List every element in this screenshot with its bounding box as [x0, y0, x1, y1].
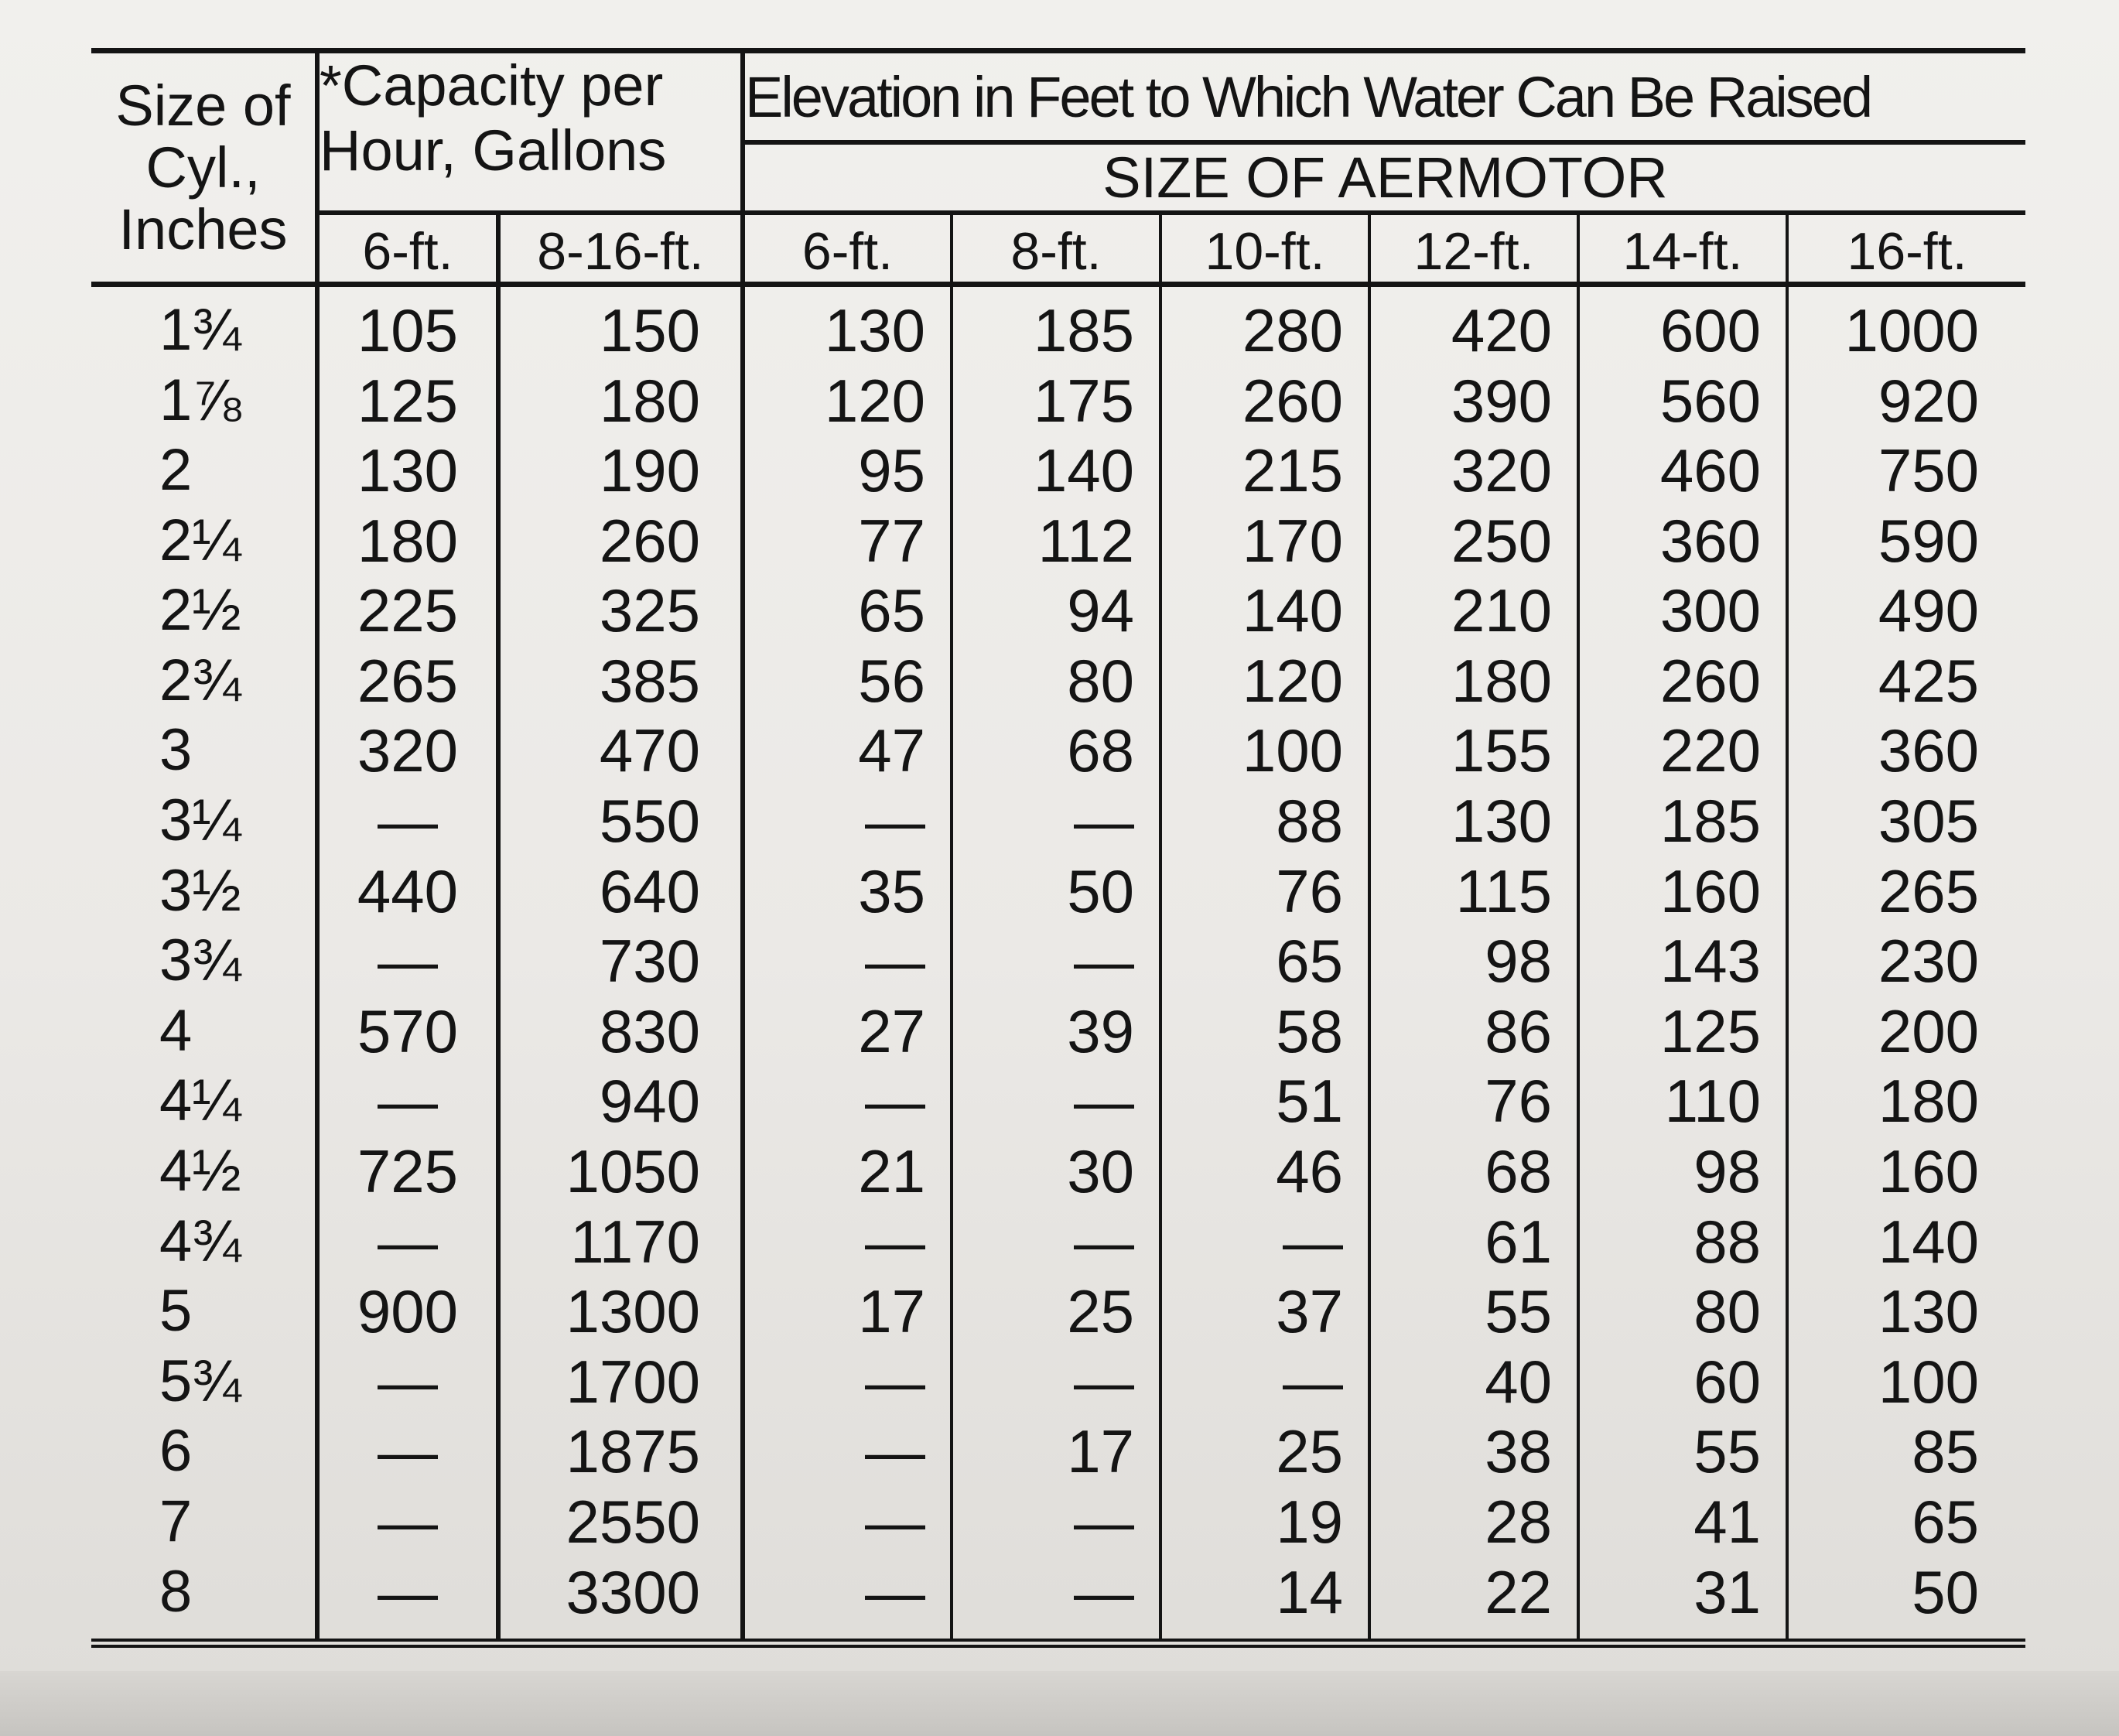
cylinder-size-cell: 2	[91, 436, 317, 506]
capacity-6ft-cell: 265	[317, 646, 498, 716]
elevation-16ft-cell: 50	[1912, 1558, 1980, 1627]
table-row	[91, 1206, 2025, 1276]
elevation-10ft-cell: 65	[1160, 926, 1369, 996]
elevation-14ft-cell: 185	[1578, 786, 1787, 856]
cylinder-size-cell: 3¼	[91, 786, 317, 856]
elevation-6ft-cell: 35	[743, 856, 952, 926]
capacity-6ft-cell: —	[317, 1487, 498, 1557]
elevation-16ft-cell: 590	[1878, 506, 1980, 575]
elevation-16ft-cell: 265	[1878, 856, 1980, 925]
capacity-6ft-cell: 105	[317, 285, 498, 366]
cylinder-size-header: Size of Cyl., Inches	[91, 51, 317, 285]
elevation-12ft-cell: 210	[1369, 576, 1578, 646]
capacity-6ft-cell: 570	[317, 996, 498, 1067]
elevation-16ft-cell: 360	[1878, 716, 1980, 785]
cylinder-size-cell: 1⅞	[91, 365, 317, 436]
cylinder-size-cell: 1¾	[91, 285, 317, 366]
elevation-10ft-cell: 19	[1160, 1487, 1369, 1557]
elevation-6ft-cell: —	[743, 1416, 952, 1487]
elevation-8ft-cell: 112	[952, 505, 1160, 576]
table-row	[91, 1416, 2025, 1487]
header-row-3	[91, 213, 2025, 285]
aermotor-subheader: 8-ft.	[952, 213, 1160, 285]
elevation-6ft-cell: 56	[743, 646, 952, 716]
elevation-16ft-cell: 140	[1878, 1207, 1980, 1276]
elevation-6ft-cell: 77	[743, 505, 952, 576]
elevation-16ft-cell: 180	[1878, 1067, 1980, 1136]
elevation-8ft-cell: —	[952, 1206, 1160, 1276]
capacity-8-16ft-cell: 1300	[498, 1276, 743, 1347]
capacity-8-16ft-cell: 1170	[498, 1206, 743, 1276]
capacity-6ft-cell: 180	[317, 505, 498, 576]
elevation-6ft-cell: —	[743, 1557, 952, 1643]
elevation-12ft-cell: 22	[1369, 1557, 1578, 1643]
elevation-10ft-cell: 260	[1160, 365, 1369, 436]
elevation-8ft-cell: 30	[952, 1136, 1160, 1207]
table-row	[91, 365, 2025, 436]
aermotor-subheader: 12-ft.	[1369, 213, 1578, 285]
capacity-8-16ft-cell: 325	[498, 576, 743, 646]
elevation-10ft-cell: 100	[1160, 716, 1369, 786]
capacity-8-16ft-cell: 3300	[498, 1557, 743, 1643]
elevation-12ft-cell: 130	[1369, 786, 1578, 856]
cylinder-size-cell: 7	[91, 1487, 317, 1557]
header-row-1	[91, 51, 2025, 143]
elevation-10ft-cell: 120	[1160, 646, 1369, 716]
elevation-12ft-cell: 320	[1369, 436, 1578, 506]
elevation-10ft-cell: 14	[1160, 1557, 1369, 1643]
table-row	[91, 436, 2025, 506]
elevation-12ft-cell: 250	[1369, 505, 1578, 576]
table-body	[91, 285, 2025, 1644]
elevation-8ft-cell: —	[952, 1346, 1160, 1416]
elevation-6ft-cell: 27	[743, 996, 952, 1067]
elevation-10ft-cell: —	[1160, 1206, 1369, 1276]
elevation-12ft-cell: 61	[1369, 1206, 1578, 1276]
elevation-14ft-cell: 125	[1578, 996, 1787, 1067]
elevation-8ft-cell: 80	[952, 646, 1160, 716]
elevation-8ft-cell: —	[952, 786, 1160, 856]
elevation-12ft-cell: 98	[1369, 926, 1578, 996]
aermotor-subheader: 14-ft.	[1578, 213, 1787, 285]
elevation-8ft-cell: 94	[952, 576, 1160, 646]
capacity-6ft-cell: 125	[317, 365, 498, 436]
elevation-14ft-cell: 260	[1578, 646, 1787, 716]
elevation-10ft-cell: 76	[1160, 856, 1369, 926]
elevation-16ft-cell: 750	[1878, 436, 1980, 505]
table-row	[91, 646, 2025, 716]
table-row	[91, 1487, 2025, 1557]
cylinder-size-cell: 3	[91, 716, 317, 786]
elevation-8ft-cell: —	[952, 1487, 1160, 1557]
capacity-6ft-cell: —	[317, 1066, 498, 1136]
elevation-6ft-cell: 65	[743, 576, 952, 646]
elevation-14ft-cell: 80	[1578, 1276, 1787, 1347]
elevation-6ft-cell: 21	[743, 1136, 952, 1207]
elevation-6ft-cell: 47	[743, 716, 952, 786]
elevation-12ft-cell: 55	[1369, 1276, 1578, 1347]
elevation-14ft-cell: 600	[1578, 285, 1787, 366]
table-row	[91, 1276, 2025, 1347]
table-row	[91, 576, 2025, 646]
cylinder-size-cell: 3½	[91, 856, 317, 926]
capacity-8-16ft-cell: 260	[498, 505, 743, 576]
elevation-16ft-cell: 305	[1878, 787, 1980, 856]
aermotor-size-header: SIZE OF AERMOTOR	[1102, 145, 1668, 210]
table-row	[91, 285, 2025, 366]
cylinder-size-cell: 2¼	[91, 505, 317, 576]
aermotor-subheader: 10-ft.	[1160, 213, 1369, 285]
aermotor-subheader: 16-ft.	[1787, 213, 2025, 285]
elevation-6ft-cell: —	[743, 1066, 952, 1136]
cylinder-size-cell: 4¾	[91, 1206, 317, 1276]
elevation-header: Elevation in Feet to Which Water Can Be Raised	[743, 51, 2025, 143]
elevation-8ft-cell: 25	[952, 1276, 1160, 1347]
capacity-6ft-cell: 320	[317, 716, 498, 786]
capacity-8-16ft-cell: 640	[498, 856, 743, 926]
elevation-10ft-cell: —	[1160, 1346, 1369, 1416]
elevation-6ft-cell: —	[743, 786, 952, 856]
elevation-16ft-cell: 200	[1878, 996, 1980, 1065]
elevation-12ft-cell: 390	[1369, 365, 1578, 436]
elevation-14ft-cell: 98	[1578, 1136, 1787, 1207]
elevation-8ft-cell: 39	[952, 996, 1160, 1067]
elevation-6ft-cell: —	[743, 1487, 952, 1557]
capacity-6ft-cell: —	[317, 786, 498, 856]
table-row	[91, 1066, 2025, 1136]
capacity-8-16ft-cell: 150	[498, 285, 743, 366]
elevation-14ft-cell: 220	[1578, 716, 1787, 786]
capacity-8-16ft-cell: 830	[498, 996, 743, 1067]
elevation-6ft-cell: —	[743, 1206, 952, 1276]
elevation-14ft-cell: 55	[1578, 1416, 1787, 1487]
elevation-14ft-cell: 360	[1578, 505, 1787, 576]
elevation-8ft-cell: 50	[952, 856, 1160, 926]
cylinder-size-cell: 4¼	[91, 1066, 317, 1136]
cylinder-size-cell: 6	[91, 1416, 317, 1487]
elevation-16ft-cell: 920	[1878, 366, 1980, 435]
elevation-6ft-cell: 130	[743, 285, 952, 366]
elevation-12ft-cell: 115	[1369, 856, 1578, 926]
elevation-10ft-cell: 58	[1160, 996, 1369, 1067]
table-row	[91, 856, 2025, 926]
cylinder-size-cell: 5¾	[91, 1346, 317, 1416]
elevation-6ft-cell: 95	[743, 436, 952, 506]
cylinder-size-cell: 4	[91, 996, 317, 1067]
capacity-8-16ft-cell: 730	[498, 926, 743, 996]
elevation-14ft-cell: 460	[1578, 436, 1787, 506]
table-row	[91, 1346, 2025, 1416]
capacity-8-16ft-cell: 1700	[498, 1346, 743, 1416]
capacity-8-16ft-cell: 470	[498, 716, 743, 786]
elevation-6ft-cell: —	[743, 1346, 952, 1416]
capacity-6ft-cell: 725	[317, 1136, 498, 1207]
aermotor-subheader: 6-ft.	[743, 213, 952, 285]
elevation-14ft-cell: 31	[1578, 1557, 1787, 1643]
elevation-10ft-cell: 88	[1160, 786, 1369, 856]
elevation-12ft-cell: 40	[1369, 1346, 1578, 1416]
table-row	[91, 786, 2025, 856]
elevation-14ft-cell: 110	[1578, 1066, 1787, 1136]
table-row	[91, 1557, 2025, 1643]
capacity-8-16ft-cell: 940	[498, 1066, 743, 1136]
elevation-10ft-cell: 25	[1160, 1416, 1369, 1487]
capacity-header: *Capacity per Hour, Gallons	[317, 51, 743, 214]
capacity-6ft-cell: 130	[317, 436, 498, 506]
elevation-16ft-cell: 130	[1878, 1277, 1980, 1346]
elevation-16ft-cell: 490	[1878, 576, 1980, 645]
elevation-8ft-cell: —	[952, 1066, 1160, 1136]
capacity-8-16ft-cell: 385	[498, 646, 743, 716]
capacity-8-16ft-cell: 1050	[498, 1136, 743, 1207]
elevation-14ft-cell: 88	[1578, 1206, 1787, 1276]
capacity-8-16ft-cell: 1875	[498, 1416, 743, 1487]
elevation-8ft-cell: 185	[952, 285, 1160, 366]
capacity-8-16ft-cell: 180	[498, 365, 743, 436]
capacity-8-16ft-cell: 550	[498, 786, 743, 856]
capacity-subheader: 6-ft.	[317, 213, 498, 285]
capacity-8-16ft-cell: 190	[498, 436, 743, 506]
cylinder-size-cell: 3¾	[91, 926, 317, 996]
elevation-12ft-cell: 86	[1369, 996, 1578, 1067]
elevation-8ft-cell: 17	[952, 1416, 1160, 1487]
capacity-6ft-cell: —	[317, 1416, 498, 1487]
table-row	[91, 505, 2025, 576]
elevation-10ft-cell: 280	[1160, 285, 1369, 366]
capacity-subheader: 8-16-ft.	[498, 213, 743, 285]
table-row	[91, 996, 2025, 1067]
table-header	[91, 51, 2025, 285]
elevation-10ft-cell: 51	[1160, 1066, 1369, 1136]
elevation-12ft-cell: 180	[1369, 646, 1578, 716]
cylinder-size-cell: 4½	[91, 1136, 317, 1207]
elevation-8ft-cell: 68	[952, 716, 1160, 786]
capacity-6ft-cell: —	[317, 1346, 498, 1416]
elevation-16ft-cell: 230	[1878, 927, 1980, 996]
elevation-10ft-cell: 46	[1160, 1136, 1369, 1207]
elevation-6ft-cell: 120	[743, 365, 952, 436]
elevation-10ft-cell: 215	[1160, 436, 1369, 506]
elevation-8ft-cell: 140	[952, 436, 1160, 506]
elevation-12ft-cell: 68	[1369, 1136, 1578, 1207]
elevation-14ft-cell: 60	[1578, 1346, 1787, 1416]
elevation-14ft-cell: 160	[1578, 856, 1787, 926]
elevation-10ft-cell: 140	[1160, 576, 1369, 646]
cylinder-size-cell: 5	[91, 1276, 317, 1347]
cylinder-size-cell: 2¾	[91, 646, 317, 716]
elevation-16ft-cell: 85	[1912, 1417, 1980, 1486]
cylinder-size-cell: 8	[91, 1557, 317, 1643]
windmill-pump-capacity-table-container	[91, 48, 2025, 1648]
elevation-16ft-cell: 160	[1878, 1136, 1980, 1205]
elevation-6ft-cell: —	[743, 926, 952, 996]
elevation-16ft-cell: 100	[1878, 1347, 1980, 1416]
elevation-16ft-cell: 1000	[1844, 296, 1980, 364]
elevation-8ft-cell: —	[952, 1557, 1160, 1643]
capacity-6ft-cell: 440	[317, 856, 498, 926]
elevation-10ft-cell: 37	[1160, 1276, 1369, 1347]
elevation-12ft-cell: 420	[1369, 285, 1578, 366]
elevation-14ft-cell: 300	[1578, 576, 1787, 646]
elevation-16ft-cell: 65	[1912, 1487, 1980, 1556]
elevation-6ft-cell: 17	[743, 1276, 952, 1347]
capacity-8-16ft-cell: 2550	[498, 1487, 743, 1557]
table-row	[91, 1136, 2025, 1207]
elevation-12ft-cell: 76	[1369, 1066, 1578, 1136]
elevation-16ft-cell: 425	[1878, 646, 1980, 715]
cylinder-size-cell: 2½	[91, 576, 317, 646]
elevation-12ft-cell: 155	[1369, 716, 1578, 786]
windmill-pump-capacity-table	[91, 48, 2025, 1648]
elevation-10ft-cell: 170	[1160, 505, 1369, 576]
table-row	[91, 926, 2025, 996]
elevation-12ft-cell: 38	[1369, 1416, 1578, 1487]
capacity-6ft-cell: 225	[317, 576, 498, 646]
elevation-8ft-cell: —	[952, 926, 1160, 996]
elevation-14ft-cell: 143	[1578, 926, 1787, 996]
elevation-14ft-cell: 41	[1578, 1487, 1787, 1557]
elevation-14ft-cell: 560	[1578, 365, 1787, 436]
elevation-12ft-cell: 28	[1369, 1487, 1578, 1557]
capacity-6ft-cell: —	[317, 926, 498, 996]
table-row	[91, 716, 2025, 786]
capacity-6ft-cell: —	[317, 1206, 498, 1276]
paper-edge-shadow	[0, 1671, 2119, 1736]
capacity-6ft-cell: 900	[317, 1276, 498, 1347]
elevation-8ft-cell: 175	[952, 365, 1160, 436]
capacity-6ft-cell: —	[317, 1557, 498, 1643]
